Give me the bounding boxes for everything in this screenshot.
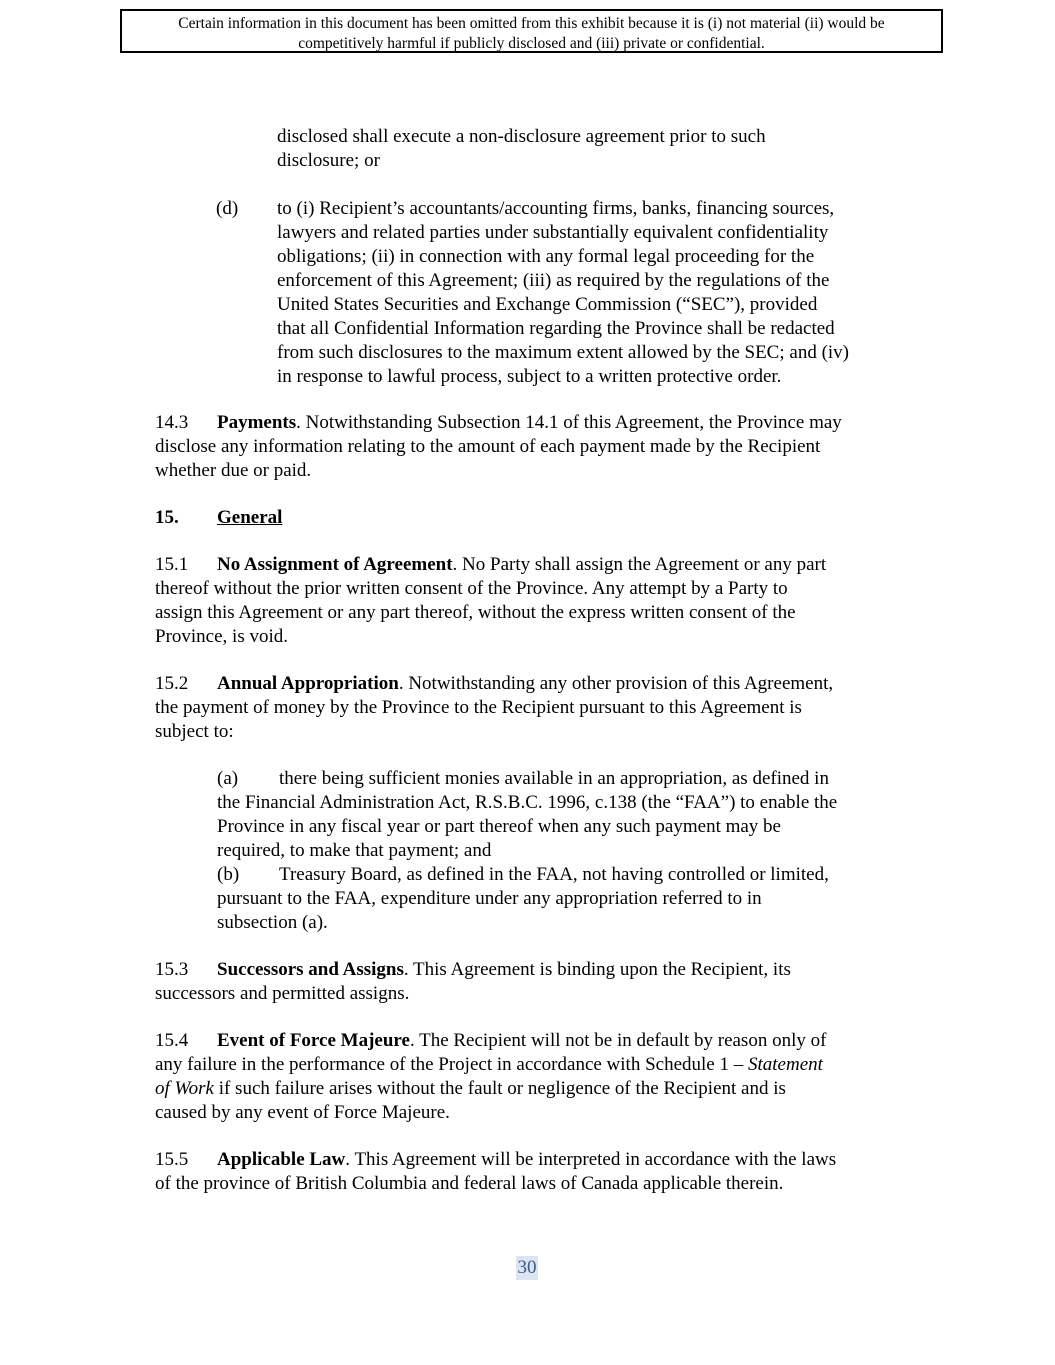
- notice-line-2: competitively harmful if publicly disclosed and (iii) private or confidential.: [298, 35, 765, 52]
- text-line: United States Securities and Exchange Commission (“SEC”), provided: [277, 294, 818, 315]
- text-run: if such failure arises without the fault or negligence of the Recipient and is: [213, 1078, 786, 1099]
- italic-text-run: of Work: [155, 1078, 214, 1099]
- section-15-3-paragraph: [155, 958, 791, 1006]
- item-d-label: (d): [216, 198, 239, 219]
- section-15-title: General: [217, 507, 283, 528]
- section-15-2-number: 15.2: [155, 673, 189, 694]
- text-line: enforcement of this Agreement; (iii) as required by the regulations of the: [277, 270, 830, 291]
- text-line: assign this Agreement or any part thereof, without the express written consent of the: [155, 602, 796, 623]
- text-run: . Notwithstanding Subsection 14.1 of this Agreement, the Province may: [296, 412, 842, 433]
- text-line: Treasury Board, as defined in the FAA, not having controlled or limited,: [279, 864, 829, 885]
- text-line: disclosure; or: [277, 150, 380, 171]
- text-line: obligations; (ii) in connection with any formal legal proceeding for the: [277, 246, 815, 267]
- text-line: thereof without the prior written consent of the Province. Any attempt by a Party to: [155, 578, 788, 599]
- section-15-2-paragraph: [155, 672, 833, 744]
- text-line: Province in any fiscal year or part thereof when any such payment may be: [217, 816, 781, 837]
- text-line: lawyers and related parties under substantially equivalent confidentiality: [277, 222, 829, 243]
- text-run: . Notwithstanding any other provision of this Agreement,: [398, 673, 834, 694]
- section-15-5-paragraph: [155, 1148, 836, 1196]
- text-line: whether due or paid.: [155, 460, 312, 481]
- section-14-3-paragraph: [155, 411, 842, 483]
- text-line: to (i) Recipient’s accountants/accounting firms, banks, financing sources,: [277, 198, 835, 219]
- text-run: any failure in the performance of the Project in accordance with Schedule 1 –: [155, 1054, 748, 1075]
- section-15-4-title: Event of Force Majeure: [217, 1030, 410, 1051]
- text-line: the payment of money by the Province to the Recipient pursuant to this Agreement is: [155, 697, 802, 718]
- section-15-3-number: 15.3: [155, 959, 189, 980]
- text-line: successors and permitted assigns.: [155, 983, 410, 1004]
- text-line: Province, is void.: [155, 626, 288, 647]
- text-run: . The Recipient will not be in default by reason only of: [409, 1030, 827, 1051]
- section-15-1-number: 15.1: [155, 554, 189, 575]
- item-d-paragraph: [277, 197, 849, 389]
- text-line: there being sufficient monies available in an appropriation, as defined in: [279, 768, 829, 789]
- text-line: subsection (a).: [217, 912, 328, 933]
- item-b-label: (b): [217, 864, 240, 885]
- section-14-3-number: 14.3: [155, 412, 189, 433]
- text-line: in response to lawful process, subject to a written protective order.: [277, 366, 782, 387]
- item-b-paragraph: [217, 863, 829, 935]
- text-line: from such disclosures to the maximum extent allowed by the SEC; and (iv): [277, 342, 850, 363]
- section-15-4-number: 15.4: [155, 1030, 189, 1051]
- section-15-5-number: 15.5: [155, 1149, 189, 1170]
- confidentiality-notice: [120, 9, 943, 53]
- section-14-3-title: Payments: [217, 412, 297, 433]
- section-15-number: 15.: [155, 507, 179, 528]
- text-line: pursuant to the FAA, expenditure under any appropriation referred to in: [217, 888, 762, 909]
- italic-text-run: Statement: [747, 1054, 823, 1075]
- item-a-paragraph: [217, 767, 837, 863]
- section-15-4-paragraph: [155, 1029, 826, 1125]
- text-line: the Financial Administration Act, R.S.B.C. 1996, c.138 (the “FAA”) to enable the: [217, 792, 838, 813]
- section-15-2-title: Annual Appropriation: [217, 673, 399, 694]
- section-15-5-title: Applicable Law: [217, 1149, 346, 1170]
- text-run: . This Agreement will be interpreted in accordance with the laws: [345, 1149, 837, 1170]
- section-15-1-paragraph: [155, 553, 826, 649]
- text-run: . No Party shall assign the Agreement or any part: [452, 554, 827, 575]
- text-line: disclosed shall execute a non-disclosure agreement prior to such: [277, 126, 766, 147]
- section-15-1-title: No Assignment of Agreement: [217, 554, 453, 575]
- section-15-3-title: Successors and Assigns: [217, 959, 404, 980]
- notice-line-1: Certain information in this document has been omitted from this exhibit because it is (i) not material (ii) would be: [178, 15, 885, 32]
- text-line: of the province of British Columbia and federal laws of Canada applicable therein.: [155, 1173, 784, 1194]
- text-line: disclose any information relating to the amount of each payment made by the Recipient: [155, 436, 821, 457]
- text-line: subject to:: [155, 721, 234, 742]
- page-number: 30: [517, 1257, 537, 1278]
- continuation-paragraph: [277, 125, 766, 173]
- text-line: caused by any event of Force Majeure.: [155, 1102, 450, 1123]
- text-line: required, to make that payment; and: [217, 840, 492, 861]
- item-a-label: (a): [217, 768, 239, 789]
- text-line: that all Confidential Information regarding the Province shall be redacted: [277, 318, 835, 339]
- text-run: . This Agreement is binding upon the Recipient, its: [403, 959, 791, 980]
